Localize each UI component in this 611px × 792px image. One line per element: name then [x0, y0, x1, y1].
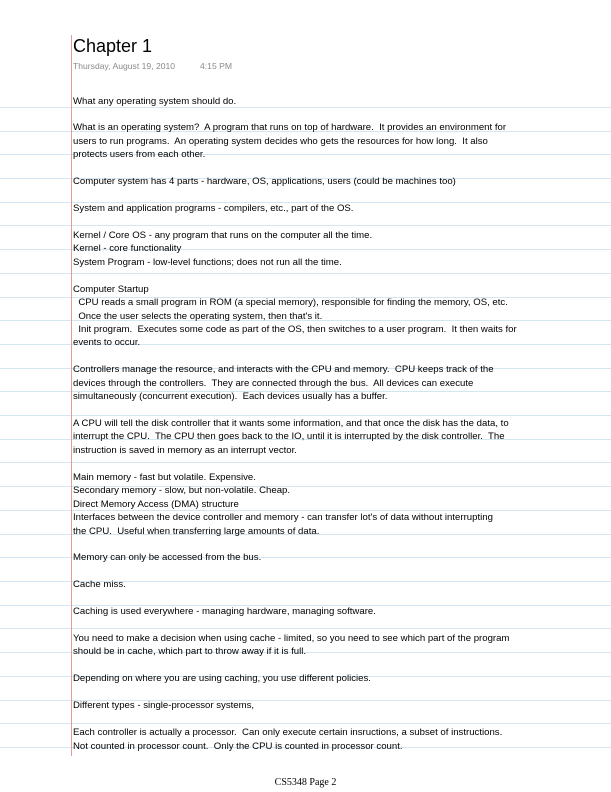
note-text-line: Kernel - core functionality: [73, 243, 182, 255]
blank-line: [73, 269, 603, 282]
note-text-line: Controllers manage the resource, and interacts with the CPU and memory. CPU keeps track of the: [73, 364, 494, 376]
note-text-line: Not counted in processor count. Only the CPU is counted in processor count.: [73, 740, 403, 752]
blank-line: [73, 189, 603, 202]
blank-line: [73, 686, 603, 699]
blank-line: [73, 713, 603, 726]
blank-line: [73, 162, 603, 175]
blank-line: [73, 215, 603, 228]
note-text-line: Depending on where you are using caching, you use different policies.: [73, 673, 371, 685]
note-text-line: Main memory - fast but volatile. Expensive.: [73, 471, 256, 483]
blank-line: [73, 108, 603, 121]
note-text-line: What is an operating system? A program that runs on top of hardware. It provides an environment for: [73, 122, 507, 134]
note-text-line: Caching is used everywhere - managing hardware, managing software.: [73, 606, 376, 618]
note-text-line: Computer Startup: [73, 283, 149, 295]
note-text-line: devices through the controllers. They are connected through the bus. All devices can execute: [73, 377, 474, 389]
note-text-line: Interfaces between the device controller and memory - can transfer lot's of data without interrupting: [73, 512, 493, 524]
note-text-line: Once the user selects the operating system, then that's it.: [73, 310, 323, 322]
note-text-line: simultaneously (concurrent execution). Each devices usually has a buffer.: [73, 391, 388, 403]
note-text-line: A CPU will tell the disk controller that it wants some information, and that once the disk has the data, to: [73, 418, 509, 429]
note-text-line: Computer system has 4 parts - hardware, OS, applications, users (could be machines too): [73, 176, 456, 188]
note-text-line: should be in cache, which part to throw away if it is full.: [73, 646, 307, 658]
blank-line: [73, 619, 603, 632]
page-title: Chapter 1: [73, 36, 153, 56]
note-text-line: CPU reads a small program in ROM (a special memory), responsible for finding the memory, OS, etc.: [73, 297, 508, 309]
note-text-line: instruction is saved in memory as an interrupt vector.: [73, 444, 297, 456]
note-text-line: Different types - single-processor systems,: [73, 700, 255, 712]
blank-line: [73, 592, 603, 605]
blank-line: [73, 538, 603, 551]
note-text-line: Memory can only be accessed from the bus.: [73, 552, 262, 564]
blank-line: [73, 565, 603, 578]
note-text-line: Cache miss.: [73, 579, 126, 591]
note-text-line: You need to make a decision when using cache - limited, so you need to see which part of the program: [73, 633, 510, 644]
blank-line: [73, 350, 603, 363]
note-text-line: Kernel / Core OS - any program that runs on the computer all the time.: [73, 229, 373, 241]
note-text-line: the CPU. Useful when transferring large amounts of data.: [73, 525, 320, 537]
page-timestamp: [73, 61, 233, 72]
note-text-line: Secondary memory - slow, but non-volatile. Cheap.: [73, 485, 291, 497]
note-text-line: What any operating system should do.: [73, 95, 237, 107]
note-text-line: interrupt the CPU. The CPU then goes back to the IO, until it is interrupted by the disk controller. The: [73, 431, 505, 443]
page-footer: CS5348 Page 2: [274, 777, 337, 788]
blank-line: [73, 659, 603, 672]
red-margin-line: [71, 35, 72, 756]
page-time: 4:15 PM: [200, 61, 233, 71]
note-text-line: Each controller is actually a processor. Can only execute certain insructions, a subset of instructions.: [73, 727, 503, 739]
note-text-line: users to run programs. An operating system decides who gets the resources for how long. It also: [73, 135, 488, 147]
note-text-line: System and application programs - compilers, etc., part of the OS.: [73, 203, 354, 214]
note-text-line: Direct Memory Access (DMA) structure: [73, 498, 239, 510]
note-body[interactable]: [73, 95, 603, 753]
note-text-line: events to occur.: [73, 337, 141, 349]
blank-line: [73, 404, 603, 417]
note-text-line: System Program - low-level functions; does not run all the time.: [73, 256, 342, 268]
blank-line: [73, 457, 603, 470]
note-text-line: protects users from each other.: [73, 149, 206, 161]
note-text-line: Init program. Executes some code as part of the OS, then switches to a user program. It then waits for: [73, 323, 517, 335]
page-date: Thursday, August 19, 2010: [73, 61, 176, 71]
